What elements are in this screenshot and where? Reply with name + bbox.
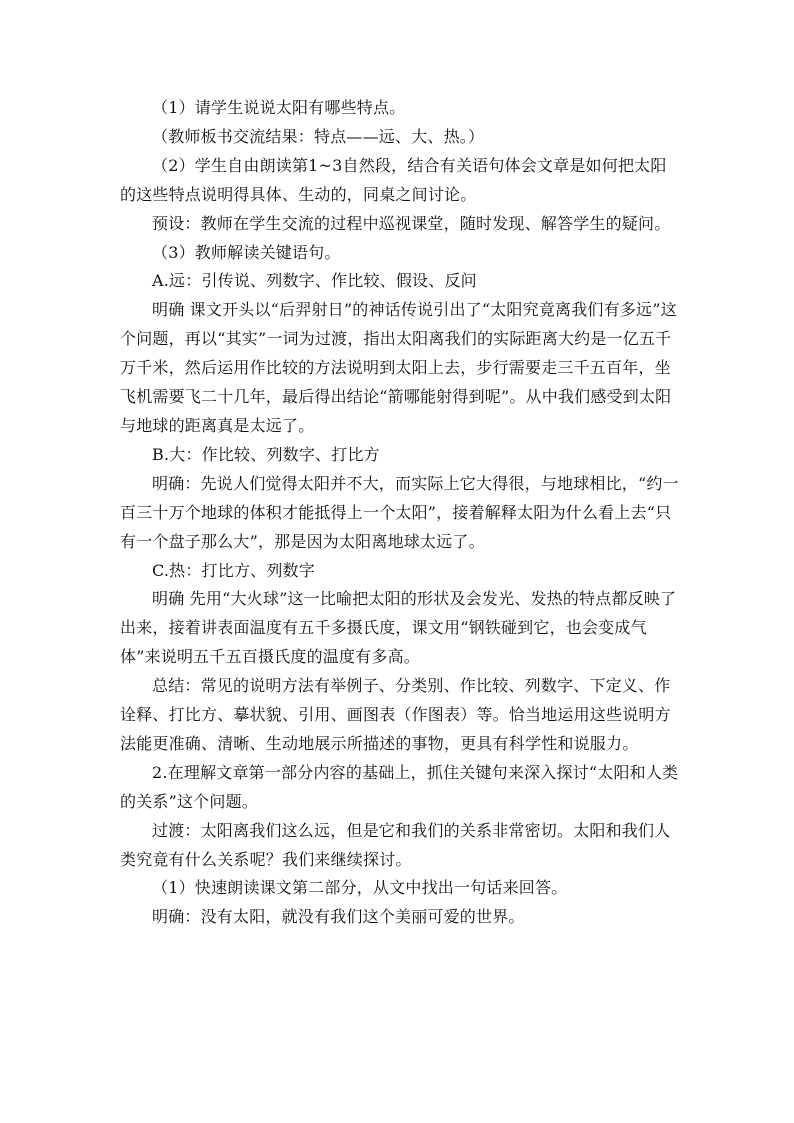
document-page (120, 94, 680, 932)
paragraph-3: （2）学生自由朗读第1~3自然段，结合有关语句体会文章是如何把太阳的这些特点说明得具体、生动的，同桌之间讨论。 (120, 155, 667, 204)
paragraph-6: A.远：引传说、列数字、作比较、假设、反问 (152, 271, 477, 291)
paragraph-4: 预设：教师在学生交流的过程中巡视课堂，随时发现、解答学生的疑问。 (152, 213, 671, 233)
paragraph-5: （3）教师解读关键语句。 (152, 242, 341, 262)
paragraph-7: 明确 课文开头以“后羿射日”的神话传说引出了“太阳究竟离我们有多远”这个问题，再以“其实”一词为过渡，指出太阳离我们的实际距离大约是一亿五千万千米，然后运用作比较的方法说明到太阳上去，步行需要走三千五百年，坐飞机需要飞二十几年，最后得出结论“箭哪能射得到呢”。从中我们感受到太阳与地球的距离真是太远了。 (120, 300, 677, 435)
paragraph-16: 明确：没有太阳，就没有我们这个美丽可爱的世界。 (152, 907, 525, 927)
paragraph-10: C.热：打比方、列数字 (152, 560, 315, 580)
paragraph-14: 过渡：太阳离我们这么远，但是它和我们的关系非常密切。太阳和我们人类究竟有什么关系呢？我们来继续探讨。 (120, 820, 671, 869)
paragraph-2: （教师板书交流结果：特点——远、大、热。） (152, 126, 485, 146)
paragraph-12: 总结：常见的说明方法有举例子、分类别、作比较、列数字、下定义、作诠释、打比方、摹状貌、引用、画图表（作图表）等。恰当地运用这些说明方法能更准确、清晰、生动地展示所描述的事物，更具有科学性和说服力。 (120, 676, 671, 753)
paragraph-15: （1）快速朗读课文第二部分，从文中找出一句话来回答。 (152, 878, 568, 898)
paragraph-9: 明确：先说人们觉得太阳并不大，而实际上它大得很，与地球相比，“约一百三十万个地球的体积才能抵得上一个太阳”，接着解释太阳为什么看上去“只有一个盘子那么大”，那是因为太阳离地球太远了。 (120, 473, 679, 551)
paragraph-8: B.大：作比较、列数字、打比方 (152, 444, 380, 464)
paragraph-13: 2.在理解文章第一部分内容的基础上，抓住关键句来深入探讨“太阳和人类的关系”这个问题。 (120, 762, 679, 811)
paragraph-11: 明确 先用“大火球”这一比喻把太阳的形状及会发光、发热的特点都反映了出来，接着讲表面温度有五千多摄氏度，课文用“钢铁碰到它，也会变成气体”来说明五千五百摄氏度的温度有多高。 (120, 589, 677, 667)
paragraph-1: （1）请学生说说太阳有哪些特点。 (152, 98, 406, 117)
